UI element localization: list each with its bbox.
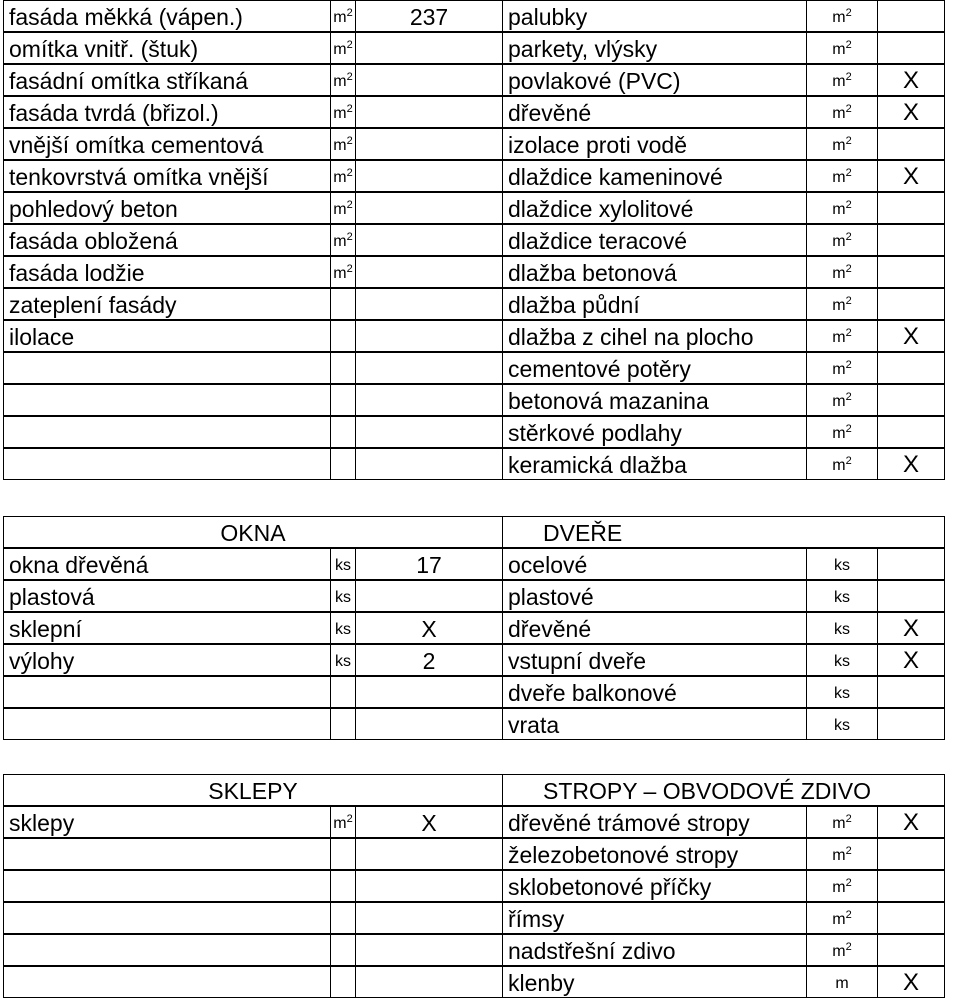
item-left-label: sklepy	[3, 806, 330, 838]
item-left-quantity: 237	[355, 0, 502, 32]
unit-cell	[806, 64, 877, 96]
section-header-right	[502, 516, 945, 548]
unit-label: m	[832, 425, 846, 442]
unit-cell	[330, 192, 355, 224]
item-left-quantity	[355, 676, 502, 708]
item-right-mark	[877, 902, 945, 934]
table-row	[0, 966, 960, 998]
item-left-label	[3, 448, 330, 480]
item-right-label: sklobetonové příčky	[502, 870, 806, 902]
table-row	[0, 0, 960, 32]
table-row	[0, 902, 960, 934]
unit-label: m	[333, 201, 347, 218]
unit-cell	[330, 644, 355, 676]
item-right-label: vstupní dveře	[502, 644, 806, 676]
table-row	[0, 64, 960, 96]
unit-cell	[806, 934, 877, 966]
item-right-mark: X	[877, 644, 945, 676]
unit-cell	[806, 548, 877, 580]
table-row	[0, 548, 960, 580]
item-right-label: dřevěné	[502, 612, 806, 644]
item-right-label: dřevěné	[502, 96, 806, 128]
unit-cell	[330, 64, 355, 96]
item-right-label: dřevěné trámové stropy	[502, 806, 806, 838]
item-right-mark	[877, 580, 945, 612]
item-left-label: pohledový beton	[3, 192, 330, 224]
unit-cell	[330, 870, 355, 902]
item-left-quantity	[355, 64, 502, 96]
unit-label: m	[832, 265, 846, 282]
unit-label: m	[832, 73, 846, 90]
unit-exponent: 2	[845, 455, 852, 467]
section-header-row	[0, 774, 960, 806]
item-right-mark	[877, 676, 945, 708]
unit-cell	[806, 384, 877, 416]
item-left-quantity	[355, 966, 502, 998]
table-row	[0, 676, 960, 708]
unit-label: m	[832, 847, 846, 864]
item-left-label	[3, 870, 330, 902]
table-row	[0, 224, 960, 256]
unit-exponent: 2	[346, 167, 353, 179]
unit-label: m	[333, 9, 347, 26]
unit-cell	[806, 966, 877, 998]
table-row	[0, 288, 960, 320]
unit-exponent: 2	[845, 167, 852, 179]
item-left-label: výlohy	[3, 644, 330, 676]
item-right-label: dlaždice teracové	[502, 224, 806, 256]
unit-cell	[806, 160, 877, 192]
item-left-quantity	[355, 384, 502, 416]
item-left-label	[3, 384, 330, 416]
unit-cell	[806, 448, 877, 480]
unit-label: ks	[335, 621, 351, 638]
unit-label: m	[333, 41, 347, 58]
unit-label: m	[832, 815, 846, 832]
item-right-label: klenby	[502, 966, 806, 998]
unit-cell	[330, 352, 355, 384]
unit-exponent: 2	[845, 909, 852, 921]
item-right-mark	[877, 192, 945, 224]
table-row	[0, 806, 960, 838]
item-left-label: fasáda obložená	[3, 224, 330, 256]
item-right-label: dlažba půdní	[502, 288, 806, 320]
unit-label: m	[832, 201, 846, 218]
unit-cell	[806, 352, 877, 384]
item-left-quantity	[355, 128, 502, 160]
unit-exponent: 2	[845, 135, 852, 147]
unit-label: ks	[834, 717, 850, 734]
item-right-mark	[877, 0, 945, 32]
unit-cell	[330, 96, 355, 128]
unit-exponent: 2	[845, 231, 852, 243]
unit-exponent: 2	[845, 845, 852, 857]
unit-cell	[806, 644, 877, 676]
section-header-left: OKNA	[3, 516, 502, 548]
item-left-quantity: 2	[355, 644, 502, 676]
unit-label: ks	[834, 589, 850, 606]
table-row	[0, 96, 960, 128]
unit-label: m	[333, 105, 347, 122]
unit-cell	[330, 902, 355, 934]
unit-cell	[806, 902, 877, 934]
item-left-quantity	[355, 708, 502, 740]
table-row	[0, 838, 960, 870]
item-left-quantity	[355, 224, 502, 256]
item-right-mark	[877, 128, 945, 160]
item-left-quantity	[355, 870, 502, 902]
unit-label: m	[832, 41, 846, 58]
unit-label: m	[333, 137, 347, 154]
unit-label: m	[832, 329, 846, 346]
item-right-mark: X	[877, 806, 945, 838]
item-left-label: omítka vnitř. (štuk)	[3, 32, 330, 64]
item-left-quantity	[355, 934, 502, 966]
unit-exponent: 2	[346, 7, 353, 19]
unit-exponent: 2	[845, 7, 852, 19]
table-row	[0, 416, 960, 448]
item-right-mark	[877, 32, 945, 64]
unit-cell	[330, 708, 355, 740]
unit-cell	[330, 224, 355, 256]
item-left-quantity	[355, 902, 502, 934]
unit-cell	[330, 966, 355, 998]
item-right-label: povlakové (PVC)	[502, 64, 806, 96]
item-right-label: cementové potěry	[502, 352, 806, 384]
unit-label: m	[333, 73, 347, 90]
unit-cell	[806, 870, 877, 902]
item-left-quantity	[355, 32, 502, 64]
unit-cell	[806, 288, 877, 320]
unit-exponent: 2	[346, 263, 353, 275]
unit-cell	[330, 416, 355, 448]
unit-exponent: 2	[346, 135, 353, 147]
item-left-label: zateplení fasády	[3, 288, 330, 320]
unit-label: m	[832, 233, 846, 250]
unit-exponent: 2	[845, 813, 852, 825]
table-row	[0, 934, 960, 966]
item-left-label	[3, 416, 330, 448]
item-left-quantity	[355, 448, 502, 480]
item-right-label: římsy	[502, 902, 806, 934]
item-right-label: nadstřešní zdivo	[502, 934, 806, 966]
table-row	[0, 256, 960, 288]
item-left-quantity	[355, 320, 502, 352]
unit-cell	[806, 128, 877, 160]
unit-exponent: 2	[346, 231, 353, 243]
unit-exponent: 2	[845, 263, 852, 275]
unit-exponent: 2	[845, 103, 852, 115]
table-row	[0, 612, 960, 644]
unit-exponent: 2	[845, 295, 852, 307]
unit-exponent: 2	[845, 941, 852, 953]
table-row	[0, 192, 960, 224]
unit-exponent: 2	[346, 71, 353, 83]
table-row	[0, 32, 960, 64]
item-right-label: vrata	[502, 708, 806, 740]
item-right-label: dlaždice xylolitové	[502, 192, 806, 224]
item-right-label: parkety, vlýsky	[502, 32, 806, 64]
unit-exponent: 2	[845, 359, 852, 371]
unit-label: m	[832, 911, 846, 928]
unit-cell	[330, 676, 355, 708]
item-left-quantity: X	[355, 806, 502, 838]
unit-cell	[806, 224, 877, 256]
item-right-mark: X	[877, 96, 945, 128]
item-right-label: keramická dlažba	[502, 448, 806, 480]
unit-label: m	[333, 815, 347, 832]
unit-label: m	[333, 169, 347, 186]
item-right-label: dlažba betonová	[502, 256, 806, 288]
item-right-mark	[877, 548, 945, 580]
item-left-label	[3, 934, 330, 966]
unit-cell	[806, 806, 877, 838]
unit-cell	[806, 192, 877, 224]
item-right-mark	[877, 416, 945, 448]
item-left-quantity	[355, 352, 502, 384]
unit-exponent: 2	[346, 199, 353, 211]
unit-label: m	[832, 169, 846, 186]
item-left-label: vnější omítka cementová	[3, 128, 330, 160]
item-left-label: okna dřevěná	[3, 548, 330, 580]
unit-cell	[330, 580, 355, 612]
item-right-mark: X	[877, 612, 945, 644]
table-row	[0, 384, 960, 416]
unit-cell	[330, 128, 355, 160]
item-right-label: dlaždice kameninové	[502, 160, 806, 192]
unit-exponent: 2	[346, 39, 353, 51]
unit-label: ks	[834, 653, 850, 670]
unit-cell	[806, 0, 877, 32]
unit-label: m	[832, 105, 846, 122]
unit-cell	[330, 448, 355, 480]
item-left-label: fasádní omítka stříkaná	[3, 64, 330, 96]
section-header-left: SKLEPY	[3, 774, 502, 806]
section-header-right-label: STROPY – OBVODOVÉ ZDIVO	[543, 778, 872, 804]
unit-label: m	[832, 457, 846, 474]
unit-exponent: 2	[845, 391, 852, 403]
item-right-mark: X	[877, 448, 945, 480]
unit-label: ks	[335, 557, 351, 574]
item-right-mark	[877, 838, 945, 870]
unit-label: m	[832, 297, 846, 314]
unit-cell	[330, 838, 355, 870]
item-left-quantity	[355, 288, 502, 320]
section-header-right-label: DVEŘE	[543, 520, 623, 546]
table-row	[0, 352, 960, 384]
unit-label: m	[333, 233, 347, 250]
item-left-label: fasáda lodžie	[3, 256, 330, 288]
unit-label: ks	[834, 685, 850, 702]
unit-exponent: 2	[346, 103, 353, 115]
unit-cell	[806, 32, 877, 64]
unit-cell	[806, 256, 877, 288]
table-row	[0, 870, 960, 902]
item-right-label: palubky	[502, 0, 806, 32]
item-left-quantity	[355, 96, 502, 128]
unit-cell	[806, 96, 877, 128]
unit-cell	[330, 934, 355, 966]
item-right-label: izolace proti vodě	[502, 128, 806, 160]
item-left-label	[3, 902, 330, 934]
item-right-mark	[877, 934, 945, 966]
item-left-label	[3, 838, 330, 870]
unit-cell	[806, 320, 877, 352]
unit-label: m	[832, 137, 846, 154]
unit-label: ks	[335, 589, 351, 606]
item-left-label	[3, 676, 330, 708]
table-row	[0, 320, 960, 352]
item-left-label	[3, 966, 330, 998]
item-left-label	[3, 708, 330, 740]
item-right-mark: X	[877, 320, 945, 352]
unit-label: m	[832, 361, 846, 378]
table-row	[0, 708, 960, 740]
item-left-quantity: X	[355, 612, 502, 644]
unit-label: ks	[834, 557, 850, 574]
item-left-label: plastová	[3, 580, 330, 612]
unit-label: m	[832, 9, 846, 26]
unit-cell	[806, 580, 877, 612]
unit-label: m	[832, 393, 846, 410]
item-right-mark	[877, 870, 945, 902]
item-right-label: ocelové	[502, 548, 806, 580]
item-right-label: dveře balkonové	[502, 676, 806, 708]
item-right-mark: X	[877, 160, 945, 192]
unit-exponent: 2	[845, 39, 852, 51]
unit-cell	[330, 32, 355, 64]
item-left-label: fasáda tvrdá (břizol.)	[3, 96, 330, 128]
table-row	[0, 580, 960, 612]
table-row	[0, 448, 960, 480]
unit-label: ks	[335, 653, 351, 670]
unit-cell	[806, 416, 877, 448]
unit-exponent: 2	[845, 877, 852, 889]
item-left-quantity	[355, 256, 502, 288]
item-right-mark	[877, 708, 945, 740]
section-header-row	[0, 516, 960, 548]
unit-exponent: 2	[845, 327, 852, 339]
table-row	[0, 128, 960, 160]
item-right-mark: X	[877, 64, 945, 96]
item-right-label: betonová mazanina	[502, 384, 806, 416]
item-right-label: dlažba z cihel na plocho	[502, 320, 806, 352]
item-left-label: sklepní	[3, 612, 330, 644]
unit-cell	[806, 838, 877, 870]
unit-label: m	[832, 943, 846, 960]
unit-cell	[330, 160, 355, 192]
section-header-right	[502, 774, 945, 806]
item-left-label: ilolace	[3, 320, 330, 352]
item-left-quantity	[355, 580, 502, 612]
unit-exponent: 2	[845, 71, 852, 83]
unit-cell	[330, 548, 355, 580]
item-right-label: železobetonové stropy	[502, 838, 806, 870]
item-left-label	[3, 352, 330, 384]
item-right-label: stěrkové podlahy	[502, 416, 806, 448]
unit-exponent: 2	[845, 199, 852, 211]
unit-cell	[330, 384, 355, 416]
item-left-quantity: 17	[355, 548, 502, 580]
item-right-mark: X	[877, 966, 945, 998]
unit-cell	[806, 676, 877, 708]
table-row	[0, 644, 960, 676]
unit-label: m	[832, 879, 846, 896]
unit-exponent: 2	[845, 423, 852, 435]
item-right-mark	[877, 352, 945, 384]
item-right-mark	[877, 384, 945, 416]
unit-label: m	[333, 265, 347, 282]
item-left-quantity	[355, 160, 502, 192]
unit-label: m	[835, 975, 849, 992]
unit-cell	[330, 256, 355, 288]
item-left-label: tenkovrstvá omítka vnější	[3, 160, 330, 192]
unit-cell	[330, 288, 355, 320]
item-right-label: plastové	[502, 580, 806, 612]
item-left-label: fasáda měkká (vápen.)	[3, 0, 330, 32]
unit-cell	[330, 806, 355, 838]
unit-cell	[806, 708, 877, 740]
unit-cell	[330, 320, 355, 352]
unit-cell	[806, 612, 877, 644]
item-left-quantity	[355, 838, 502, 870]
item-right-mark	[877, 288, 945, 320]
unit-cell	[330, 0, 355, 32]
item-right-mark	[877, 224, 945, 256]
unit-label: ks	[834, 621, 850, 638]
unit-cell	[330, 612, 355, 644]
item-right-mark	[877, 256, 945, 288]
table-row	[0, 160, 960, 192]
unit-exponent: 2	[346, 813, 353, 825]
item-left-quantity	[355, 192, 502, 224]
item-left-quantity	[355, 416, 502, 448]
